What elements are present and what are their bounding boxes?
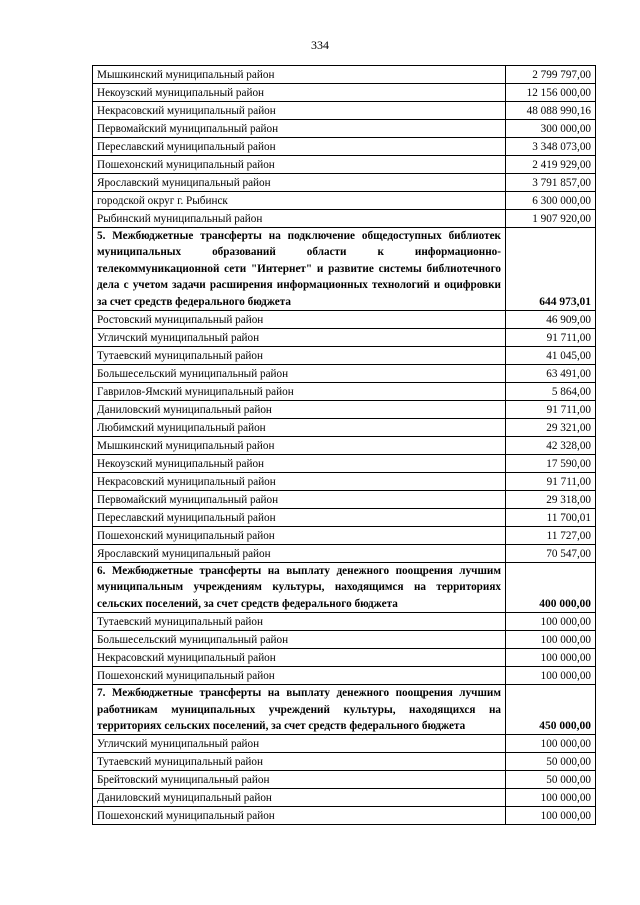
- table-row: [93, 649, 596, 667]
- amount: 63 491,00: [506, 365, 596, 383]
- district-name: городской округ г. Рыбинск: [93, 192, 506, 210]
- district-name: Большесельский муниципальный район: [93, 631, 506, 649]
- district-name: Даниловский муниципальный район: [93, 789, 506, 807]
- amount: 29 321,00: [506, 419, 596, 437]
- district-name: Большесельский муниципальный район: [93, 365, 506, 383]
- amount: 2 419 929,00: [506, 156, 596, 174]
- amount: 50 000,00: [506, 753, 596, 771]
- table-row: [93, 473, 596, 491]
- table-row: [93, 419, 596, 437]
- table-row: [93, 311, 596, 329]
- district-name: Гаврилов-Ямский муниципальный район: [93, 383, 506, 401]
- amount: 3 791 857,00: [506, 174, 596, 192]
- table-row: [93, 365, 596, 383]
- table-row: [93, 156, 596, 174]
- district-name: Пошехонский муниципальный район: [93, 156, 506, 174]
- amount: 91 711,00: [506, 329, 596, 347]
- table-row: [93, 631, 596, 649]
- district-name: Ярославский муниципальный район: [93, 174, 506, 192]
- amount: 11 700,01: [506, 509, 596, 527]
- district-name: Некрасовский муниципальный район: [93, 649, 506, 667]
- amount: 100 000,00: [506, 789, 596, 807]
- amount: 50 000,00: [506, 771, 596, 789]
- amount: 3 348 073,00: [506, 138, 596, 156]
- table-row: [93, 771, 596, 789]
- table-row: [93, 120, 596, 138]
- section-total-amount: 450 000,00: [506, 685, 596, 735]
- amount: 70 547,00: [506, 545, 596, 563]
- amount: 12 156 000,00: [506, 84, 596, 102]
- amount: 48 088 990,16: [506, 102, 596, 120]
- district-name: Первомайский муниципальный район: [93, 120, 506, 138]
- table-row: [93, 613, 596, 631]
- amount: 100 000,00: [506, 667, 596, 685]
- district-name: Переславский муниципальный район: [93, 509, 506, 527]
- table-row: [93, 545, 596, 563]
- table-row: [93, 753, 596, 771]
- table-row: [93, 329, 596, 347]
- amount: 91 711,00: [506, 401, 596, 419]
- district-name: Переславский муниципальный район: [93, 138, 506, 156]
- district-name: Любимский муниципальный район: [93, 419, 506, 437]
- district-name: Тутаевский муниципальный район: [93, 347, 506, 365]
- amount: 6 300 000,00: [506, 192, 596, 210]
- page-number: 334: [311, 38, 329, 52]
- section-total-amount: 400 000,00: [506, 563, 596, 613]
- district-name: Некоузский муниципальный район: [93, 455, 506, 473]
- table-row: [93, 174, 596, 192]
- district-name: Пошехонский муниципальный район: [93, 527, 506, 545]
- amount: 300 000,00: [506, 120, 596, 138]
- section-header-row: [93, 685, 596, 735]
- amount: 17 590,00: [506, 455, 596, 473]
- amount: 5 864,00: [506, 383, 596, 401]
- amount: 100 000,00: [506, 735, 596, 753]
- amount: 1 907 920,00: [506, 210, 596, 228]
- amount: 91 711,00: [506, 473, 596, 491]
- amount: 100 000,00: [506, 613, 596, 631]
- district-name: Даниловский муниципальный район: [93, 401, 506, 419]
- district-name: Некоузский муниципальный район: [93, 84, 506, 102]
- table-row: [93, 383, 596, 401]
- amount: 42 328,00: [506, 437, 596, 455]
- table-row: [93, 491, 596, 509]
- table-row: [93, 455, 596, 473]
- section-title: 6. Межбюджетные трансферты на выплату денежного поощрения лучшим муниципальным учреждениям культуры, находящимся на территориях сельских поселений, за счет средств федерального бюджета: [93, 563, 506, 613]
- district-name: Пошехонский муниципальный район: [93, 807, 506, 825]
- district-name: Мышкинский муниципальный район: [93, 437, 506, 455]
- district-name: Мышкинский муниципальный район: [93, 66, 506, 84]
- table-row: [93, 509, 596, 527]
- table-row: [93, 192, 596, 210]
- table-row: [93, 667, 596, 685]
- table-row: [93, 210, 596, 228]
- amount: 46 909,00: [506, 311, 596, 329]
- amount: 29 318,00: [506, 491, 596, 509]
- amount: 100 000,00: [506, 807, 596, 825]
- district-name: Угличский муниципальный район: [93, 329, 506, 347]
- district-name: Брейтовский муниципальный район: [93, 771, 506, 789]
- table-row: [93, 84, 596, 102]
- budget-table: [92, 65, 596, 825]
- amount: 11 727,00: [506, 527, 596, 545]
- section-header-row: [93, 228, 596, 311]
- district-name: Тутаевский муниципальный район: [93, 753, 506, 771]
- table-row: [93, 401, 596, 419]
- section-title: 5. Межбюджетные трансферты на подключение общедоступных библиотек муниципальных образований области к информационно-телекоммуникационной сети "Интернет" и развитие системы библиотечного дела с учетом задачи расширения информационных технологий и оцифровки за счет средств федерального бюджета: [93, 228, 506, 311]
- section-total-amount: 644 973,01: [506, 228, 596, 311]
- table-row: [93, 138, 596, 156]
- district-name: Первомайский муниципальный район: [93, 491, 506, 509]
- table-row: [93, 807, 596, 825]
- district-name: Некрасовский муниципальный район: [93, 473, 506, 491]
- amount: 100 000,00: [506, 631, 596, 649]
- district-name: Ярославский муниципальный район: [93, 545, 506, 563]
- table-row: [93, 735, 596, 753]
- district-name: Тутаевский муниципальный район: [93, 613, 506, 631]
- district-name: Рыбинский муниципальный район: [93, 210, 506, 228]
- table-row: [93, 789, 596, 807]
- district-name: Пошехонский муниципальный район: [93, 667, 506, 685]
- amount: 100 000,00: [506, 649, 596, 667]
- district-name: Ростовский муниципальный район: [93, 311, 506, 329]
- district-name: Угличский муниципальный район: [93, 735, 506, 753]
- section-title: 7. Межбюджетные трансферты на выплату денежного поощрения лучшим работникам муниципальных учреждений культуры, находящихся на территориях сельских поселений, за счет средств федерального бюджета: [93, 685, 506, 735]
- amount: 41 045,00: [506, 347, 596, 365]
- table-row: [93, 102, 596, 120]
- table-row: [93, 347, 596, 365]
- district-name: Некрасовский муниципальный район: [93, 102, 506, 120]
- table-row: [93, 437, 596, 455]
- table-row: [93, 66, 596, 84]
- table-row: [93, 527, 596, 545]
- amount: 2 799 797,00: [506, 66, 596, 84]
- section-header-row: [93, 563, 596, 613]
